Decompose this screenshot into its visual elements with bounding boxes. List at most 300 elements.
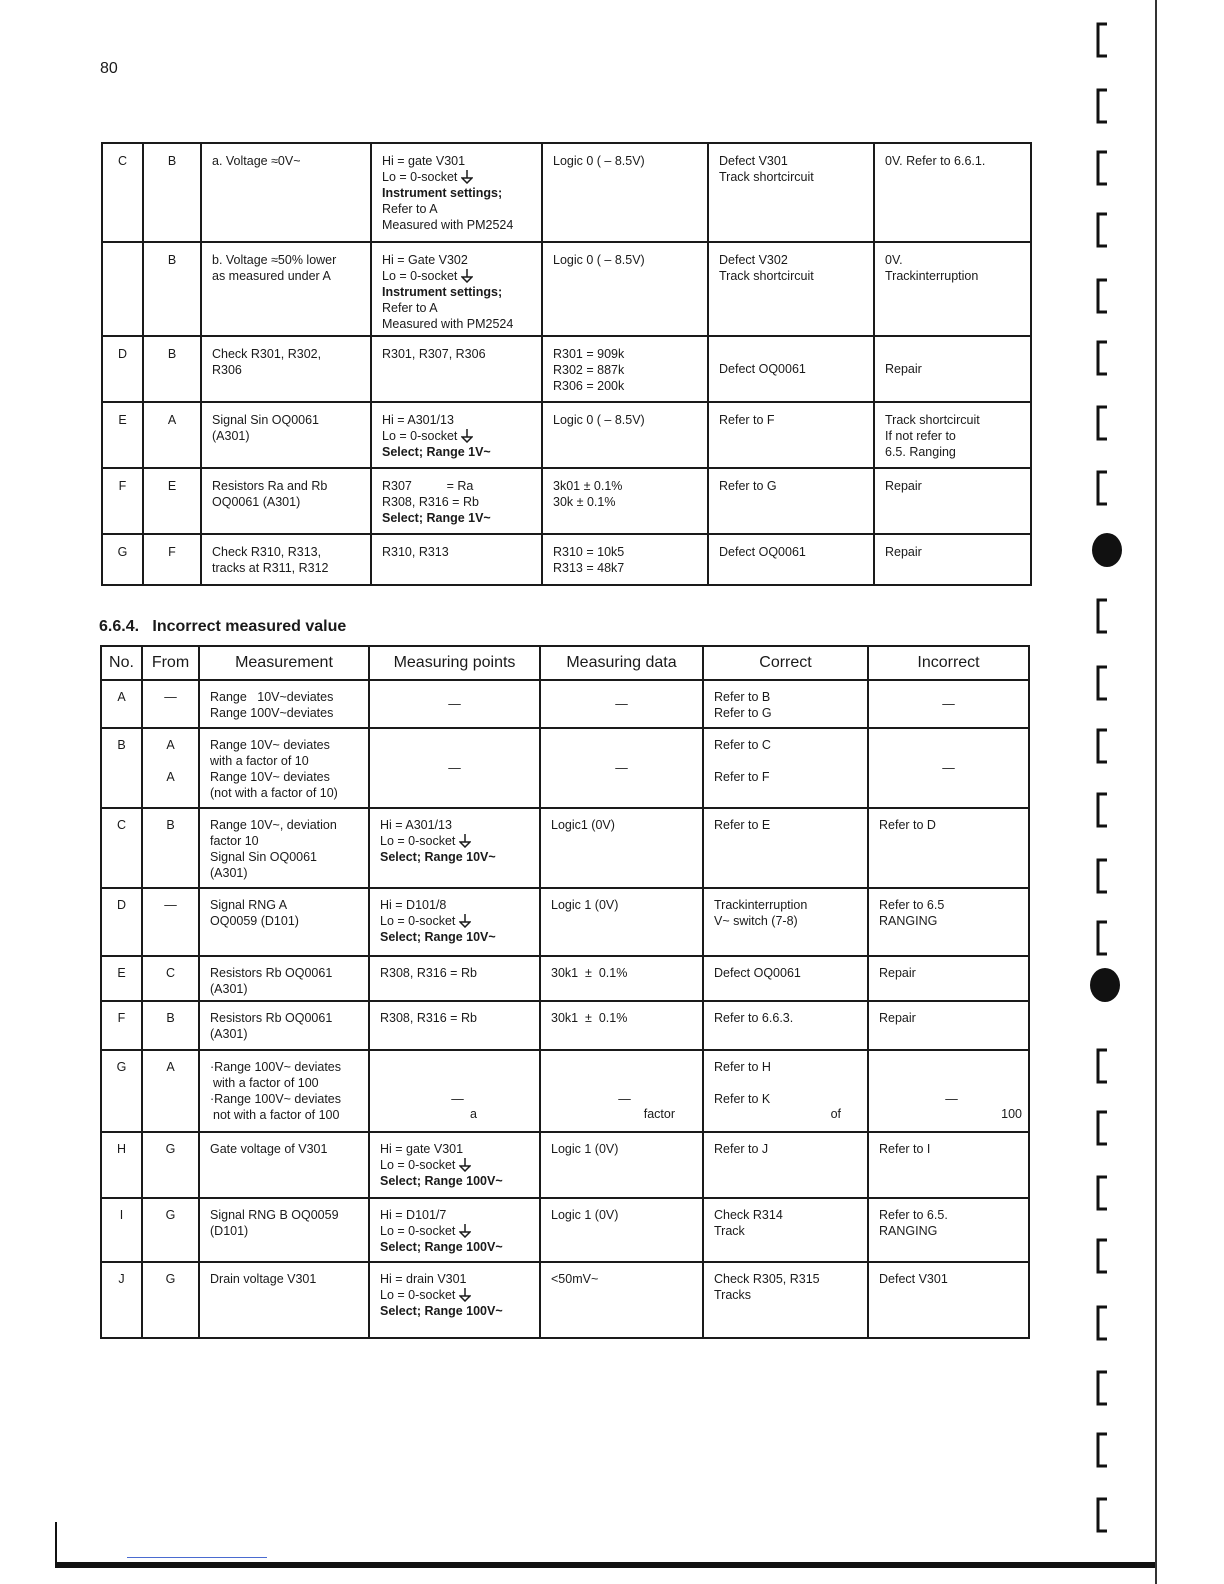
measuring-data-cell: —: [540, 680, 703, 728]
text-line: —: [618, 1092, 631, 1106]
measurement-cell: [199, 1132, 369, 1198]
text-line: If not refer to: [885, 429, 956, 443]
binder-bracket-mark: [1095, 1432, 1117, 1468]
table-row: [101, 728, 1029, 808]
spacer: [143, 753, 198, 769]
correct-cell: [708, 402, 874, 468]
text-line: R310 = 10k5: [553, 545, 625, 559]
binder-bracket-mark: [1095, 340, 1117, 376]
measuring-points-cell: [371, 336, 542, 402]
text-line: Hi = gate V301: [380, 1142, 464, 1156]
binder-bracket-mark: [1095, 22, 1117, 58]
text-line: Refer to F: [719, 413, 775, 427]
text-line: Refer to H: [714, 1060, 771, 1074]
page-number: 80: [100, 60, 118, 77]
text-line: (A301): [210, 1027, 248, 1041]
text-line: Check R310, R313,: [212, 545, 322, 559]
text-line: Signal Sin OQ0061: [212, 413, 320, 427]
text-line: Logic 1 (0V): [551, 1208, 619, 1222]
spacer: [714, 753, 863, 769]
text-line: (A301): [210, 982, 248, 996]
text-line: RANGING: [879, 914, 938, 928]
row-no: [102, 242, 143, 336]
binder-hole-dot: [1092, 533, 1122, 567]
text-line: Hi = D101/8: [380, 898, 447, 912]
measuring-points-cell: [371, 402, 542, 468]
row-no: G: [102, 534, 143, 585]
incorrect-cell: —: [868, 680, 1029, 728]
ground-symbol-icon: [459, 1224, 471, 1238]
incorrect-cell: [868, 1001, 1029, 1050]
spacer: [551, 1075, 698, 1091]
text-line: Refer to E: [714, 818, 771, 832]
incorrect-value-table: [100, 645, 1030, 1339]
measurement-cell: [201, 468, 371, 534]
text-line: R306 = 200k: [553, 379, 625, 393]
text-span: Lo = 0-socket: [380, 1288, 456, 1302]
ground-symbol-icon: [461, 269, 473, 283]
row-from: B: [142, 1001, 199, 1050]
row-no: F: [101, 1001, 142, 1050]
table-row: [101, 680, 1029, 728]
measuring-points-cell: —: [369, 728, 540, 808]
text-line: Refer to A: [382, 301, 438, 315]
row-no: D: [102, 336, 143, 402]
text-line: Logic 0 ( – 8.5V): [553, 253, 645, 267]
text-span: Lo = 0-socket: [380, 834, 456, 848]
text-line: with a factor of 100: [213, 1076, 319, 1090]
correct-cell: [703, 1001, 868, 1050]
text-line: Select; Range 10V~: [380, 850, 496, 864]
incorrect-cell: [874, 534, 1031, 585]
row-no: I: [101, 1198, 142, 1262]
text-line: Repair: [885, 479, 922, 493]
ground-symbol-icon: [459, 1288, 471, 1302]
header-incorrect: Incorrect: [868, 646, 1029, 680]
measuring-points-cell: —: [369, 680, 540, 728]
text-line: (D101): [210, 1224, 249, 1238]
text-line: Check R314: [714, 1208, 783, 1222]
text-line: Refer to G: [719, 479, 777, 493]
header-from: From: [142, 646, 199, 680]
text-span: Lo = 0-socket: [382, 170, 458, 184]
text-line: 0V. Refer to 6.6.1.: [885, 154, 986, 168]
incorrect-cell: [868, 1050, 1029, 1132]
text-line: Gate voltage of V301: [210, 1142, 328, 1156]
text-line: Hi = A301/13: [380, 818, 452, 832]
correct-cell: [703, 888, 868, 956]
text-line: Repair: [885, 362, 922, 376]
text-line: Track shortcircuit: [719, 170, 814, 184]
measuring-points-cell: [371, 468, 542, 534]
incorrect-cell: [874, 143, 1031, 242]
text-line: [380, 833, 535, 849]
measurement-cell: [199, 808, 369, 888]
text-line: Logic 0 ( – 8.5V): [553, 154, 645, 168]
text-line: Select; Range 10V~: [380, 930, 496, 944]
text-line: [380, 1223, 535, 1239]
text-line: factor: [643, 1107, 675, 1121]
text-line: Repair: [879, 966, 916, 980]
table-row: [102, 242, 1031, 336]
incorrect-cell: [874, 402, 1031, 468]
text-line: R307 = Ra: [382, 479, 474, 493]
ground-symbol-icon: [459, 834, 471, 848]
text-line: Range 100V~deviates: [210, 706, 334, 720]
header-no: No.: [101, 646, 142, 680]
measuring-data-cell: [542, 534, 708, 585]
text-line: ·Range 100V~ deviates: [210, 1060, 341, 1074]
binder-bracket-mark: [1095, 278, 1117, 314]
spacer: [879, 1059, 1024, 1075]
table-row: [102, 468, 1031, 534]
row-no: D: [101, 888, 142, 956]
measuring-points-cell: [369, 808, 540, 888]
page-edge-tick: [55, 1522, 57, 1564]
text-line: Hi = Gate V302: [382, 253, 468, 267]
text-line: with a factor of 10: [210, 754, 309, 768]
fault-table-continued: [101, 142, 1032, 586]
binder-bracket-mark: [1095, 1305, 1117, 1341]
measuring-data-cell: [542, 402, 708, 468]
text-line: b. Voltage ≈50% lower: [212, 253, 337, 267]
measuring-data-cell: [540, 1050, 703, 1132]
table-row: [101, 1050, 1029, 1132]
measuring-data-cell: [542, 143, 708, 242]
text-line: Range 10V~ deviates: [210, 738, 330, 752]
row-no: C: [101, 808, 142, 888]
text-line: Hi = gate V301: [382, 154, 466, 168]
text-line: Refer to C: [714, 738, 771, 752]
binder-bracket-mark: [1095, 665, 1117, 701]
text-line: Track shortcircuit: [885, 413, 980, 427]
measurement-cell: [201, 143, 371, 242]
binder-bracket-mark: [1095, 212, 1117, 248]
row-no: E: [102, 402, 143, 468]
text-line: Refer to 6.6.3.: [714, 1011, 794, 1025]
text-span: Lo = 0-socket: [380, 914, 456, 928]
text-line: Logic 1 (0V): [551, 1142, 619, 1156]
text-line: Refer to F: [714, 770, 770, 784]
measurement-cell: [199, 888, 369, 956]
correct-cell: [703, 956, 868, 1001]
text-line: Range 10V~, deviation: [210, 818, 337, 832]
text-line: Hi = D101/7: [380, 1208, 447, 1222]
text-span: Lo = 0-socket: [382, 429, 458, 443]
text-line: [382, 428, 537, 444]
text-line: A: [166, 738, 175, 752]
correct-cell: [708, 534, 874, 585]
text-line: 100: [1001, 1107, 1022, 1121]
measuring-data-cell: [542, 336, 708, 402]
header-measuring-points: Measuring points: [369, 646, 540, 680]
spacer: [879, 1075, 1024, 1091]
text-line: Refer to B: [714, 690, 771, 704]
row-from: G: [142, 1132, 199, 1198]
measuring-points-cell: [369, 956, 540, 1001]
binder-bracket-mark: [1095, 470, 1117, 506]
text-line: Refer to D: [879, 818, 936, 832]
text-line: —: [451, 1092, 464, 1106]
text-line: Check R301, R302,: [212, 347, 322, 361]
measurement-cell: [201, 242, 371, 336]
measuring-data-cell: [540, 1001, 703, 1050]
text-line: Logic 0 ( – 8.5V): [553, 413, 645, 427]
row-from: B: [143, 143, 201, 242]
row-from: G: [142, 1262, 199, 1338]
text-line: Defect OQ0061: [719, 545, 806, 559]
ground-symbol-icon: [461, 170, 473, 184]
text-line: Logic1 (0V): [551, 818, 615, 832]
text-line: Signal RNG A: [210, 898, 288, 912]
measuring-points-cell: [369, 1001, 540, 1050]
correct-cell: [703, 1198, 868, 1262]
text-line: 30k1 ± 0.1%: [551, 966, 628, 980]
text-line: Refer to 6.5.: [879, 1208, 948, 1222]
correct-cell: [703, 808, 868, 888]
text-line: factor 10: [210, 834, 259, 848]
measuring-data-cell: [540, 1198, 703, 1262]
text-line: 30k1 ± 0.1%: [551, 1011, 628, 1025]
measuring-points-cell: [371, 143, 542, 242]
correct-cell: [703, 680, 868, 728]
text-line: R313 = 48k7: [553, 561, 625, 575]
spacer: [714, 1075, 863, 1091]
row-from: A: [142, 1050, 199, 1132]
text-line: Select; Range 1V~: [382, 511, 491, 525]
text-line: [380, 1287, 535, 1303]
measuring-data-cell: [540, 808, 703, 888]
binder-bracket-mark: [1095, 150, 1117, 186]
binder-edge-line: [1155, 0, 1157, 1584]
binder-bracket-mark: [1095, 88, 1117, 124]
text-line: Drain voltage V301: [210, 1272, 317, 1286]
binder-bracket-mark: [1095, 405, 1117, 441]
text-line: [380, 913, 535, 929]
measurement-cell: [201, 402, 371, 468]
text-line: Select; Range 100V~: [380, 1304, 503, 1318]
incorrect-cell: [874, 242, 1031, 336]
text-line: <50mV~: [551, 1272, 599, 1286]
text-line: (A301): [210, 866, 248, 880]
correct-cell: [708, 143, 874, 242]
table-row: [101, 956, 1029, 1001]
text-line: R306: [212, 363, 242, 377]
text-line: as measured under A: [212, 269, 331, 283]
text-line: OQ0061 (A301): [212, 495, 301, 509]
row-from: G: [142, 1198, 199, 1262]
correct-cell: [703, 1050, 868, 1132]
text-line: Measured with PM2524: [382, 218, 514, 232]
text-line: Refer to 6.5: [879, 898, 945, 912]
measuring-data-cell: [540, 1132, 703, 1198]
text-line: Refer to G: [714, 706, 772, 720]
measuring-points-cell: [369, 1132, 540, 1198]
table-row: [101, 1001, 1029, 1050]
row-no: C: [102, 143, 143, 242]
row-from: —: [142, 888, 199, 956]
text-line: R310, R313: [382, 545, 449, 559]
row-from: —: [142, 680, 199, 728]
table-row: [102, 143, 1031, 242]
text-line: Hi = drain V301: [380, 1272, 467, 1286]
row-no: G: [101, 1050, 142, 1132]
measurement-cell: [199, 956, 369, 1001]
incorrect-cell: [874, 336, 1031, 402]
text-line: RANGING: [879, 1224, 938, 1238]
text-line: Hi = A301/13: [382, 413, 454, 427]
row-no: J: [101, 1262, 142, 1338]
binder-bracket-mark: [1095, 1110, 1117, 1146]
row-no: F: [102, 468, 143, 534]
measuring-points-cell: [369, 1198, 540, 1262]
text-line: Signal RNG B OQ0059: [210, 1208, 339, 1222]
row-from: B: [142, 808, 199, 888]
section-title: 6.6.4. Incorrect measured value: [99, 618, 347, 635]
text-line: Measured with PM2524: [382, 317, 514, 331]
table-row: [101, 808, 1029, 888]
binder-bracket-mark: [1095, 598, 1117, 634]
text-line: R302 = 887k: [553, 363, 625, 377]
incorrect-cell: [868, 1198, 1029, 1262]
text-line: of: [830, 1107, 841, 1121]
table-row: [101, 1262, 1029, 1338]
correct-cell: [703, 1262, 868, 1338]
correct-cell: [708, 242, 874, 336]
text-line: Select; Range 1V~: [382, 445, 491, 459]
text-line: R301, R307, R306: [382, 347, 486, 361]
text-line: Range 10V~deviates: [210, 690, 334, 704]
row-from: B: [143, 242, 201, 336]
table-row: [101, 1132, 1029, 1198]
table-row: [101, 1198, 1029, 1262]
text-line: Instrument settings;: [382, 285, 503, 299]
row-from: [142, 728, 199, 808]
measuring-points-cell: [369, 888, 540, 956]
row-from: A: [143, 402, 201, 468]
text-line: 30k ± 0.1%: [553, 495, 616, 509]
text-line: Refer to I: [879, 1142, 931, 1156]
measuring-data-cell: [542, 468, 708, 534]
correct-cell: [703, 728, 868, 808]
text-line: Instrument settings;: [382, 186, 503, 200]
binder-bracket-mark: [1095, 792, 1117, 828]
text-line: Tracks: [714, 1288, 752, 1302]
text-line: R301 = 909k: [553, 347, 625, 361]
text-line: 6.5. Ranging: [885, 445, 956, 459]
row-no: A: [101, 680, 142, 728]
text-line: A: [166, 770, 175, 784]
text-line: Defect V301: [879, 1272, 948, 1286]
text-line: Range 10V~ deviates: [210, 770, 330, 784]
spacer: [380, 1059, 535, 1075]
text-span: Lo = 0-socket: [380, 1224, 456, 1238]
header-correct: Correct: [703, 646, 868, 680]
text-line: 0V.: [885, 253, 903, 267]
measurement-cell: [199, 1262, 369, 1338]
text-line: Refer to J: [714, 1142, 769, 1156]
text-line: [382, 268, 537, 284]
text-line: Select; Range 100V~: [380, 1174, 503, 1188]
row-from: B: [143, 336, 201, 402]
text-line: Resistors Rb OQ0061: [210, 966, 333, 980]
text-line: Resistors Ra and Rb: [212, 479, 328, 493]
text-line: Select; Range 100V~: [380, 1240, 503, 1254]
measurement-cell: [199, 1198, 369, 1262]
ground-symbol-icon: [459, 1158, 471, 1172]
measuring-data-cell: [542, 242, 708, 336]
text-line: Trackinterruption: [714, 898, 808, 912]
header-measuring-data: Measuring data: [540, 646, 703, 680]
text-line: Track: [714, 1224, 745, 1238]
measuring-data-cell: [540, 1262, 703, 1338]
text-line: Repair: [879, 1011, 916, 1025]
correct-cell: [708, 336, 874, 402]
header-measurement: Measurement: [199, 646, 369, 680]
text-line: V~ switch (7-8): [714, 914, 798, 928]
text-line: Refer to K: [714, 1092, 771, 1106]
row-no: H: [101, 1132, 142, 1198]
correct-cell: [703, 1132, 868, 1198]
binder-bracket-mark: [1095, 1048, 1117, 1084]
text-line: Defect V302: [719, 253, 788, 267]
page-bottom-blue-line: [127, 1557, 267, 1558]
binder-bracket-mark: [1095, 920, 1117, 956]
text-line: ·Range 100V~ deviates: [210, 1092, 341, 1106]
text-line: Logic 1 (0V): [551, 898, 619, 912]
text-line: Defect OQ0061: [719, 362, 806, 376]
text-line: a: [470, 1107, 477, 1121]
row-from: E: [143, 468, 201, 534]
measurement-cell: [199, 728, 369, 808]
table-row: [102, 336, 1031, 402]
text-line: 3k01 ± 0.1%: [553, 479, 623, 493]
text-line: [382, 169, 537, 185]
binder-bracket-mark: [1095, 858, 1117, 894]
table-row: [101, 888, 1029, 956]
row-from: C: [142, 956, 199, 1001]
measuring-points-cell: [369, 1262, 540, 1338]
text-line: Repair: [885, 545, 922, 559]
spacer: [551, 1059, 698, 1075]
measuring-points-cell: [371, 242, 542, 336]
measuring-data-cell: —: [540, 728, 703, 808]
page-bottom-rule: [55, 1562, 1155, 1568]
text-line: a. Voltage ≈0V~: [212, 154, 301, 168]
text-line: Signal Sin OQ0061: [210, 850, 318, 864]
text-line: Trackinterruption: [885, 269, 979, 283]
incorrect-cell: [868, 888, 1029, 956]
text-line: Defect OQ0061: [714, 966, 801, 980]
binder-bracket-mark: [1095, 1497, 1117, 1533]
row-no: E: [101, 956, 142, 1001]
row-no: B: [101, 728, 142, 808]
table-row: [102, 534, 1031, 585]
text-line: (not with a factor of 10): [210, 786, 338, 800]
text-line: [380, 1157, 535, 1173]
ground-symbol-icon: [461, 429, 473, 443]
text-line: Refer to A: [382, 202, 438, 216]
binder-bracket-mark: [1095, 728, 1117, 764]
text-line: not with a factor of 100: [213, 1108, 340, 1122]
spacer: [380, 1075, 535, 1091]
measurement-cell: [201, 336, 371, 402]
text-line: Resistors Rb OQ0061: [210, 1011, 333, 1025]
incorrect-cell: [874, 468, 1031, 534]
text-line: R308, R316 = Rb: [380, 1011, 477, 1025]
measurement-cell: [199, 1050, 369, 1132]
text-line: R308, R316 = Rb: [380, 966, 477, 980]
